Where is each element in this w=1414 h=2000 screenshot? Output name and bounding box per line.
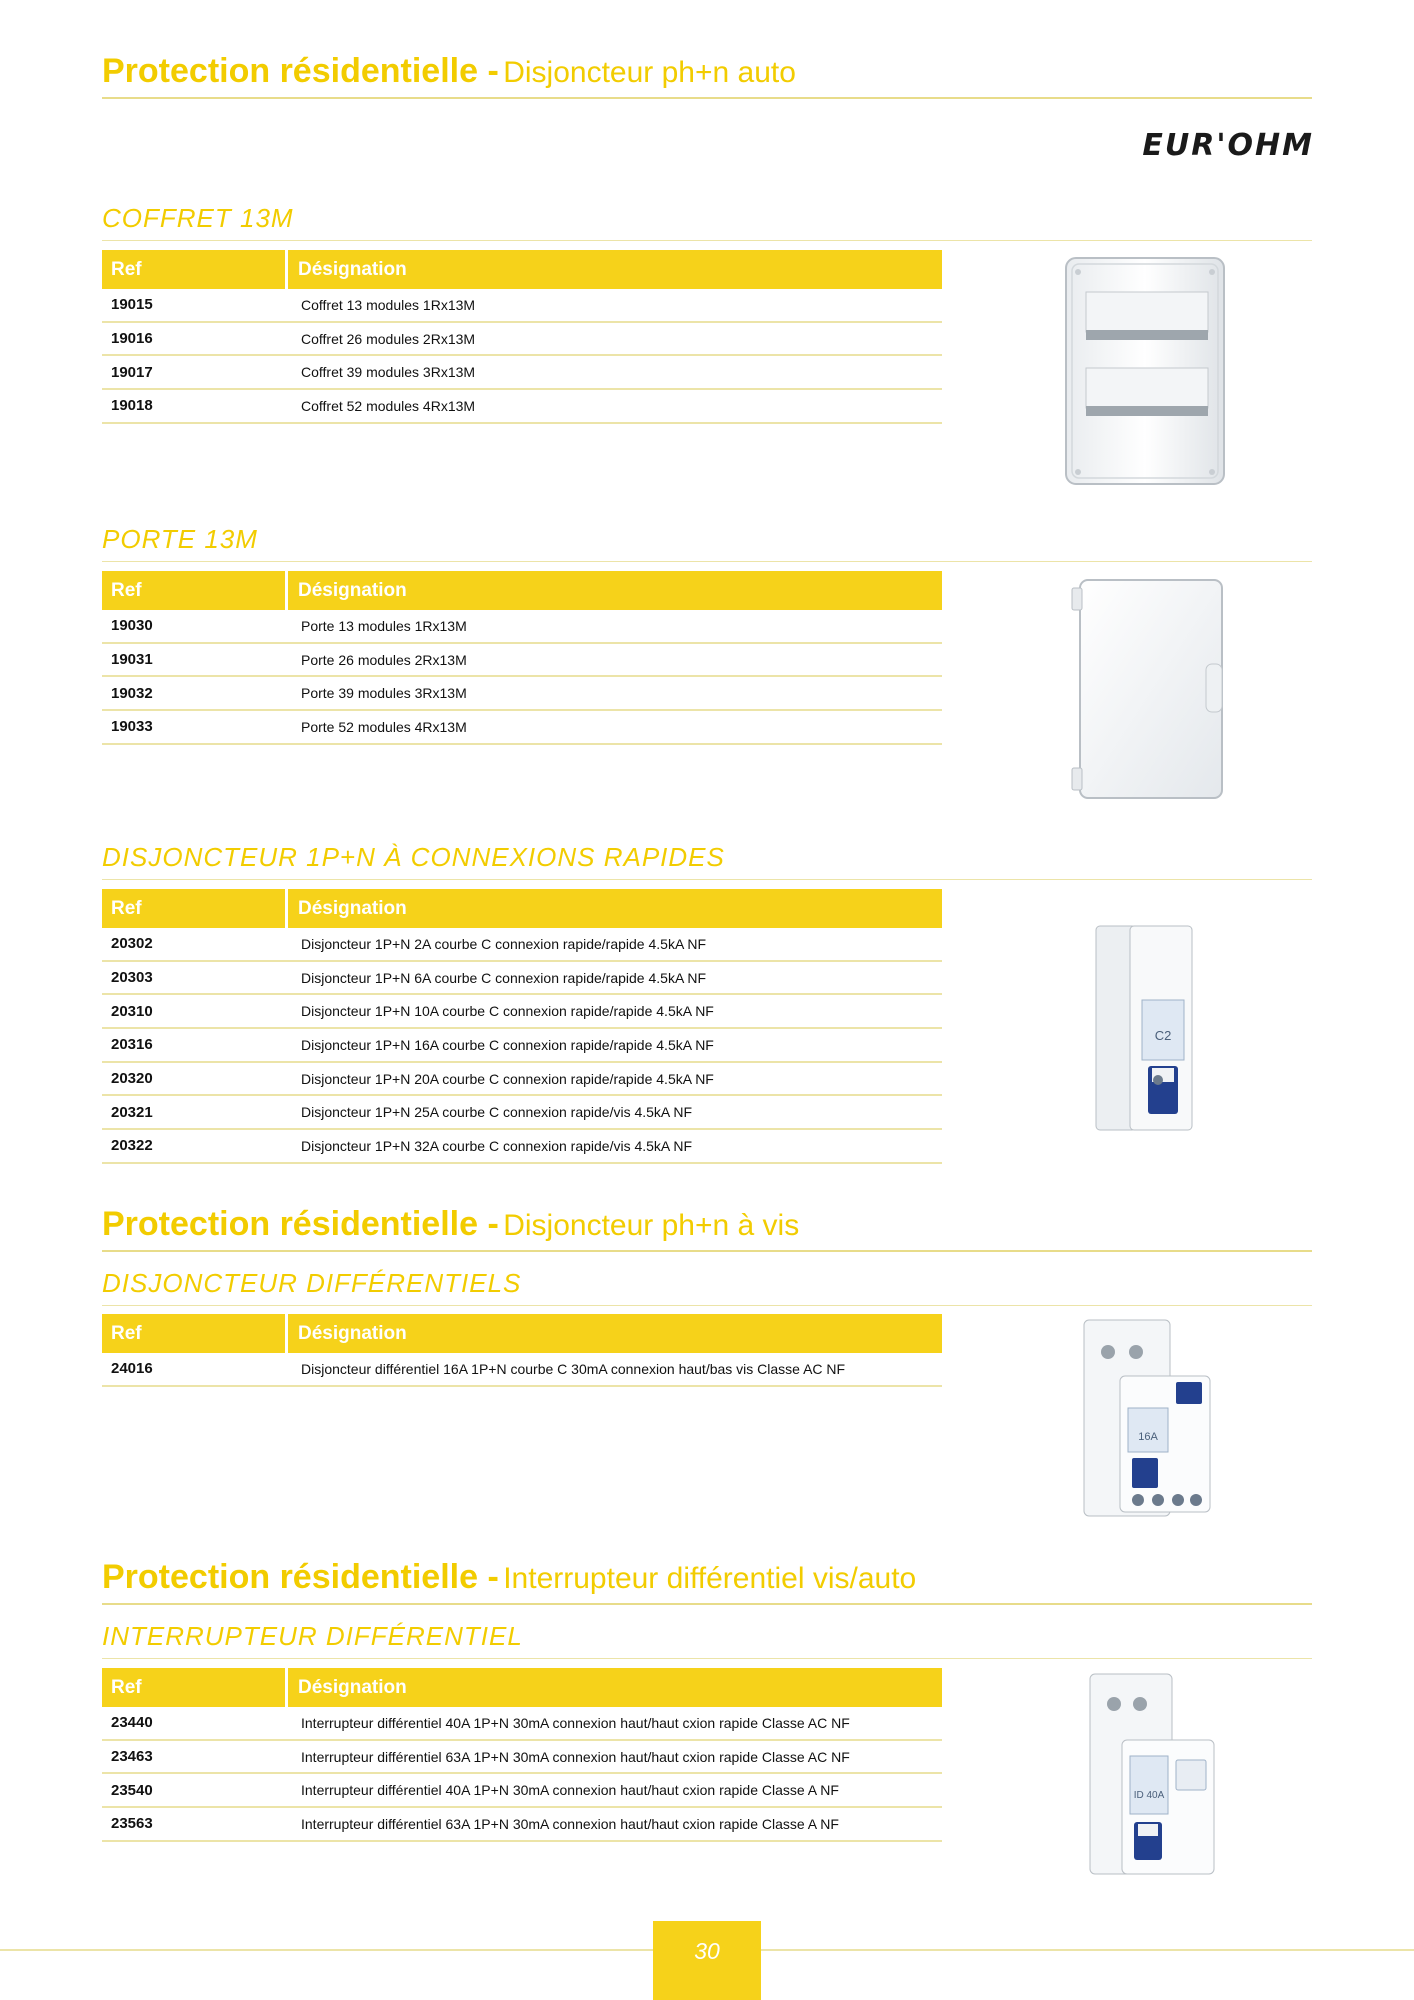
table-row — [102, 289, 942, 323]
row-designation: Coffret 13 modules 1Rx13M — [301, 296, 476, 313]
heading-bold: Protection résidentielle - — [102, 1558, 499, 1596]
row-ref: 24016 — [111, 1360, 153, 1378]
eurohm-logo: EUR'OHM — [1142, 128, 1314, 163]
heading-light: Disjoncteur ph+n à vis — [503, 1209, 800, 1242]
main-heading-disjoncteur-vis — [102, 1205, 1312, 1252]
row-designation: Porte 13 modules 1Rx13M — [301, 617, 467, 634]
section-title-differentiels: DISJONCTEUR DIFFÉRENTIELS — [102, 1268, 1312, 1306]
table-row — [102, 1063, 942, 1097]
header-designation: Désignation — [298, 580, 407, 601]
row-designation: Disjoncteur 1P+N 6A courbe C connexion rapide/rapide 4.5kA NF — [301, 969, 707, 986]
table-row — [102, 610, 942, 644]
row-designation: Disjoncteur 1P+N 10A courbe C connexion rapide/rapide 4.5kA NF — [301, 1003, 714, 1020]
row-ref: 23463 — [111, 1748, 153, 1766]
header-designation: Désignation — [298, 1323, 407, 1344]
row-designation: Interrupteur différentiel 63A 1P+N 30mA connexion haut/haut cxion rapide Classe AC NF — [301, 1748, 850, 1765]
table-row — [102, 1741, 942, 1775]
table-row — [102, 356, 942, 390]
table-row — [102, 323, 942, 357]
table-row — [102, 711, 942, 745]
row-designation: Coffret 39 modules 3Rx13M — [301, 364, 476, 381]
table-row — [102, 644, 942, 678]
row-designation: Interrupteur différentiel 40A 1P+N 30mA connexion haut/haut cxion rapide Classe A NF — [301, 1782, 839, 1799]
table-row — [102, 1774, 942, 1808]
table-row — [102, 1707, 942, 1741]
header-designation: Désignation — [298, 1677, 407, 1698]
row-ref: 20310 — [111, 1002, 153, 1020]
row-designation: Disjoncteur 1P+N 25A courbe C connexion rapide/vis 4.5kA NF — [301, 1104, 693, 1121]
breaker-rating-label: C2 — [1154, 1028, 1172, 1043]
table-header — [102, 571, 942, 610]
table-coffret — [102, 250, 942, 424]
row-ref: 20303 — [111, 969, 153, 987]
row-ref: 19032 — [111, 684, 153, 702]
table-row — [102, 390, 942, 424]
disjoncteur-differentiel-product-image — [1078, 1316, 1218, 1522]
row-ref: 20320 — [111, 1070, 153, 1088]
row-designation: Porte 26 modules 2Rx13M — [301, 651, 467, 668]
table-row — [102, 1808, 942, 1842]
row-designation: Porte 52 modules 4Rx13M — [301, 718, 467, 735]
header-ref: Ref — [102, 250, 288, 289]
table-disjoncteur-rapide — [102, 889, 942, 1164]
table-row — [102, 1029, 942, 1063]
row-designation: Disjoncteur 1P+N 16A courbe C connexion rapide/rapide 4.5kA NF — [301, 1036, 714, 1053]
row-ref: 23540 — [111, 1781, 153, 1799]
header-ref: Ref — [102, 571, 288, 610]
main-heading-interrupteur — [102, 1558, 1312, 1605]
row-ref: 19016 — [111, 330, 153, 348]
table-header — [102, 1314, 942, 1353]
heading-bold: Protection résidentielle - — [102, 1205, 499, 1243]
section-title-porte: PORTE 13M — [102, 524, 1312, 562]
row-designation: Interrupteur différentiel 40A 1P+N 30mA connexion haut/haut cxion rapide Classe AC NF — [301, 1714, 850, 1731]
header-designation: Désignation — [298, 898, 407, 919]
rcd-rating-label: ID 40A — [1133, 1790, 1165, 1801]
page-number: 30 — [653, 1921, 761, 2000]
section-title-interrupteur: INTERRUPTEUR DIFFÉRENTIEL — [102, 1621, 1312, 1659]
table-row — [102, 928, 942, 962]
rcbo-rating-label: 16A — [1138, 1431, 1158, 1443]
main-heading-disjoncteur-auto — [102, 52, 1312, 99]
row-ref: 20316 — [111, 1036, 153, 1054]
row-ref: 23440 — [111, 1714, 153, 1732]
heading-bold: Protection résidentielle - — [102, 52, 499, 90]
row-designation: Disjoncteur 1P+N 2A courbe C connexion rapide/rapide 4.5kA NF — [301, 935, 707, 952]
table-header — [102, 889, 942, 928]
row-designation: Disjoncteur 1P+N 20A courbe C connexion rapide/rapide 4.5kA NF — [301, 1070, 714, 1087]
table-header — [102, 1668, 942, 1707]
header-designation: Désignation — [298, 259, 407, 280]
table-row — [102, 1096, 942, 1130]
row-ref: 19018 — [111, 397, 153, 415]
row-designation: Coffret 26 modules 2Rx13M — [301, 330, 476, 347]
table-interrupteur — [102, 1668, 942, 1842]
interrupteur-differentiel-product-image — [1084, 1670, 1220, 1880]
table-header — [102, 250, 942, 289]
row-designation: Disjoncteur différentiel 16A 1P+N courbe C 30mA connexion haut/bas vis Classe AC NF — [301, 1360, 846, 1377]
porte-product-image — [1066, 574, 1230, 806]
row-ref: 19017 — [111, 363, 153, 381]
header-ref: Ref — [102, 1668, 288, 1707]
table-row — [102, 1130, 942, 1164]
table-row — [102, 962, 942, 996]
row-ref: 23563 — [111, 1815, 153, 1833]
row-ref: 20321 — [111, 1103, 153, 1121]
row-ref: 19015 — [111, 296, 153, 314]
row-designation: Interrupteur différentiel 63A 1P+N 30mA connexion haut/haut cxion rapide Classe A NF — [301, 1815, 839, 1832]
row-designation: Disjoncteur 1P+N 32A courbe C connexion rapide/vis 4.5kA NF — [301, 1137, 693, 1154]
table-row — [102, 1353, 942, 1387]
table-differentiels — [102, 1314, 942, 1387]
header-ref: Ref — [102, 889, 288, 928]
row-designation: Coffret 52 modules 4Rx13M — [301, 397, 476, 414]
row-ref: 19031 — [111, 651, 153, 669]
coffret-product-image — [1058, 252, 1234, 492]
table-row — [102, 995, 942, 1029]
row-designation: Porte 39 modules 3Rx13M — [301, 685, 467, 702]
row-ref: 19030 — [111, 617, 153, 635]
row-ref: 20322 — [111, 1137, 153, 1155]
section-title-disjoncteur-rapide: DISJONCTEUR 1P+N À CONNEXIONS RAPIDES — [102, 842, 1312, 880]
section-title-coffret: COFFRET 13M — [102, 203, 1312, 241]
header-ref: Ref — [102, 1314, 288, 1353]
disjoncteur-product-image — [1090, 918, 1202, 1138]
table-porte — [102, 571, 942, 745]
heading-light: Disjoncteur ph+n auto — [503, 56, 796, 89]
table-row — [102, 677, 942, 711]
row-ref: 20302 — [111, 935, 153, 953]
heading-light: Interrupteur différentiel vis/auto — [503, 1562, 917, 1595]
row-ref: 19033 — [111, 718, 153, 736]
